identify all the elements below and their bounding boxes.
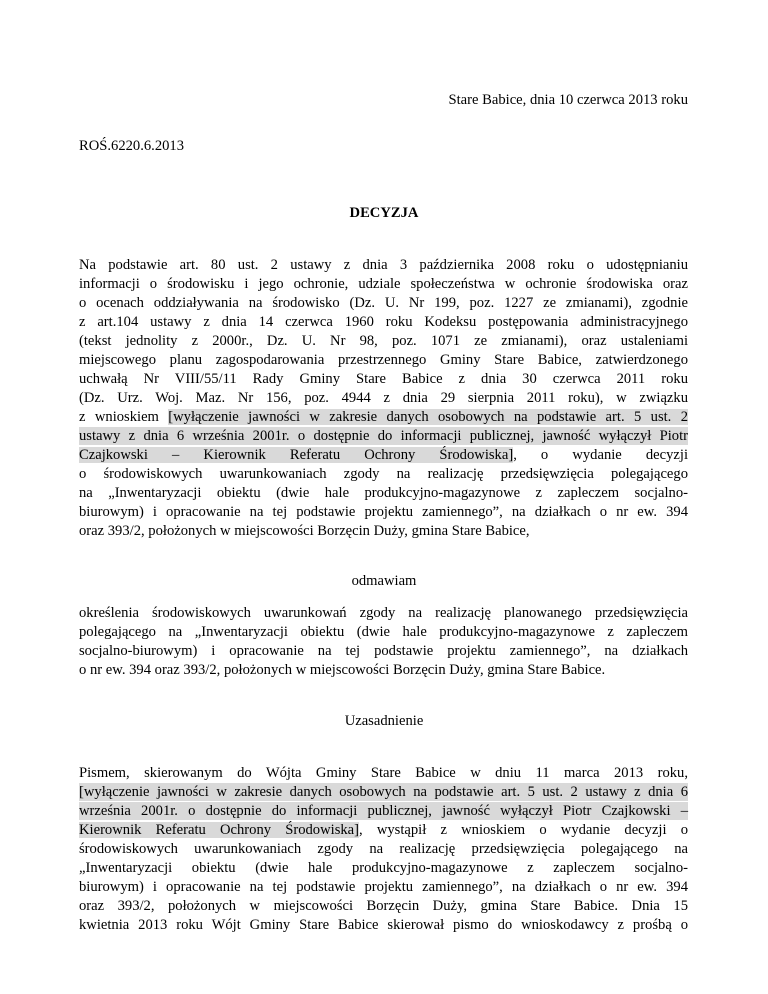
place-date: Stare Babice, dnia 10 czerwca 2013 roku (448, 92, 688, 108)
justification-line: oraz 393/2, położonych w miejscowości Borzęcin Duży, gmina Stare Babice. Dnia 15 (79, 898, 688, 914)
intro-line-text: , o wydanie decyzji (513, 447, 689, 463)
redaction-highlight: Czajkowski – Kierownik Referatu Ochrony Środowiska] (79, 447, 514, 463)
decision-line: socjalno-biurowym) i opracowanie na tej podstawie projektu zamiennego”, na działkach (79, 643, 688, 659)
decision-line: określenia środowiskowych uwarunkowań zgody na realizację planowanego przedsięwzięcia (79, 605, 688, 621)
redaction-highlight: ustawy z dnia 6 września 2001r. o dostępnie do informacji publicznej, jawność wyłączył Piotr (79, 428, 688, 444)
decision-line: o nr ew. 394 oraz 393/2, położonych w miejscowości Borzęcin Duży, gmina Stare Babice. (79, 662, 606, 678)
redaction-highlight: [wyłączenie jawności w zakresie danych osobowych na podstawie art. 5 ust. 2 ustawy z dnia 6 (79, 784, 688, 800)
intro-line (79, 408, 688, 426)
decision-word: odmawiam (351, 573, 417, 589)
justification-line: Pismem, skierowanym do Wójta Gminy Stare Babice w dniu 11 marca 2013 roku, (79, 765, 688, 781)
justification-line: biurowym) i opracowanie na tej podstawie projektu zamiennego”, na działkach o nr ew. 394 (79, 879, 688, 895)
intro-line (79, 446, 688, 464)
intro-line: biurowym) i opracowanie na tej podstawie projektu zamiennego”, na działkach o nr ew. 394 (79, 504, 688, 520)
decision-title: DECYZJA (349, 205, 419, 221)
intro-line: (Dz. Urz. Woj. Maz. Nr 156, poz. 4944 z dnia 29 sierpnia 2011 roku), w związku (79, 390, 688, 406)
decision-line: polegającego na „Inwentaryzacji obiektu (dwie hale produkcyjno-magazynowe z zapleczem (79, 624, 688, 640)
intro-line: informacji o środowisku i jego ochronie, udziale społeczeństwa w ochronie środowiska oraz (79, 276, 688, 292)
intro-line: z art.104 ustawy z dnia 14 czerwca 1960 roku Kodeksu postępowania administracyjnego (79, 314, 688, 330)
intro-line-text: z wnioskiem (79, 409, 169, 425)
redaction-highlight: [wyłączenie jawności w zakresie danych osobowych na podstawie art. 5 ust. 2 (168, 409, 688, 425)
justification-line-text: , wystąpił z wnioskiem o wydanie decyzji o (359, 822, 689, 838)
intro-line: miejscowego planu zagospodarowania przestrzennego Gminy Stare Babice, zatwierdzonego (79, 352, 688, 368)
intro-line: (tekst jednolity z 2000r., Dz. U. Nr 98, poz. 1071 ze zmianami), oraz ustaleniami (79, 333, 688, 349)
intro-line: o środowiskowych uwarunkowaniach zgody na realizację przedsięwzięcia polegającego (79, 466, 688, 482)
justification-line: „Inwentaryzacji obiektu (dwie hale produkcyjno-magazynowe z zapleczem socjalno- (79, 860, 688, 876)
intro-line: na „Inwentaryzacji obiektu (dwie hale produkcyjno-magazynowe z zapleczem socjalno- (79, 485, 688, 501)
intro-line: o ocenach oddziaływania na środowisko (Dz. U. Nr 199, poz. 1227 ze zmianami), zgodnie (79, 295, 688, 311)
justification-title: Uzasadnienie (344, 713, 424, 729)
intro-line: Na podstawie art. 80 ust. 2 ustawy z dnia 3 października 2008 roku o udostępnianiu (79, 257, 688, 273)
redaction-highlight: Kierownik Referatu Ochrony Środowiska] (79, 822, 360, 838)
justification-line (79, 821, 688, 839)
justification-line: środowiskowych uwarunkowaniach zgody na realizację przedsięwzięcia polegającego na (79, 841, 688, 857)
reference-number: ROŚ.6220.6.2013 (79, 138, 185, 154)
intro-line: oraz 393/2, położonych w miejscowości Borzęcin Duży, gmina Stare Babice, (79, 523, 530, 539)
justification-line: kwietnia 2013 roku Wójt Gminy Stare Babice skierował pismo do wnioskodawcy z prośbą o (79, 917, 688, 933)
intro-line: uchwałą Nr VIII/55/11 Rady Gminy Stare Babice z dnia 30 czerwca 2011 roku (79, 371, 688, 387)
redaction-highlight: września 2001r. o dostępnie do informacji publicznej, jawność wyłączył Piotr Czajkowski – (79, 803, 688, 819)
